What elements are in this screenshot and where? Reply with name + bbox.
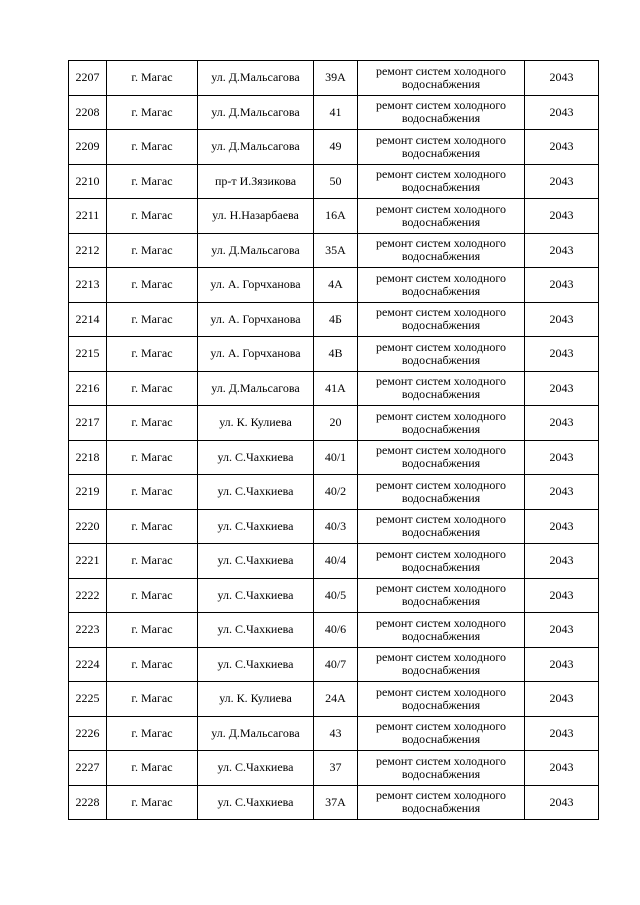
table-row — [69, 440, 599, 475]
year-cell: 2043 — [525, 440, 599, 475]
street-cell: ул. Д.Мальсагова — [198, 371, 314, 406]
city-cell: г. Магас — [107, 95, 198, 130]
work-type-cell — [358, 199, 525, 234]
street-cell: ул. Д.Мальсагова — [198, 130, 314, 165]
city-cell: г. Магас — [107, 302, 198, 337]
work-type-line-2: водоснабжения — [401, 628, 481, 643]
year-cell: 2043 — [525, 647, 599, 682]
city-cell: г. Магас — [107, 440, 198, 475]
work-type-line-1: ремонт систем холодного — [375, 339, 506, 354]
street-cell: ул. С.Чахкиева — [198, 578, 314, 613]
year-cell: 2043 — [525, 130, 599, 165]
table-row — [69, 647, 599, 682]
house-number-cell: 4Б — [314, 302, 358, 337]
table-row — [69, 751, 599, 786]
table-row — [69, 337, 599, 372]
work-type-line-1: ремонт систем холодного — [375, 719, 506, 734]
work-type-cell — [358, 785, 525, 820]
year-cell: 2043 — [525, 302, 599, 337]
house-number-cell: 40/6 — [314, 613, 358, 648]
row-number-cell: 2220 — [69, 509, 107, 544]
row-number-cell: 2216 — [69, 371, 107, 406]
row-number-cell: 2225 — [69, 682, 107, 717]
house-number-cell: 41 — [314, 95, 358, 130]
house-number-cell: 49 — [314, 130, 358, 165]
house-number-cell: 24А — [314, 682, 358, 717]
year-cell: 2043 — [525, 164, 599, 199]
year-cell: 2043 — [525, 578, 599, 613]
year-cell: 2043 — [525, 199, 599, 234]
city-cell: г. Магас — [107, 199, 198, 234]
table-body — [69, 61, 599, 820]
city-cell: г. Магас — [107, 130, 198, 165]
city-cell: г. Магас — [107, 268, 198, 303]
work-type-line-2: водоснабжения — [401, 421, 481, 436]
work-type-line-2: водоснабжения — [401, 283, 481, 298]
work-type-cell — [358, 164, 525, 199]
year-cell: 2043 — [525, 682, 599, 717]
work-type-cell — [358, 233, 525, 268]
row-number-cell: 2209 — [69, 130, 107, 165]
work-type-cell — [358, 647, 525, 682]
year-cell: 2043 — [525, 509, 599, 544]
street-cell: ул. С.Чахкиева — [198, 785, 314, 820]
table-row — [69, 613, 599, 648]
year-cell: 2043 — [525, 544, 599, 579]
city-cell: г. Магас — [107, 578, 198, 613]
city-cell: г. Магас — [107, 647, 198, 682]
work-type-line-2: водоснабжения — [401, 214, 481, 229]
work-type-line-2: водоснабжения — [401, 180, 481, 195]
table-row — [69, 164, 599, 199]
work-type-line-2: водоснабжения — [401, 318, 481, 333]
work-type-line-2: водоснабжения — [401, 490, 481, 505]
work-type-line-1: ремонт систем холодного — [375, 167, 506, 182]
work-type-line-2: водоснабжения — [401, 801, 481, 816]
work-type-cell — [358, 509, 525, 544]
year-cell: 2043 — [525, 475, 599, 510]
street-cell: ул. С.Чахкиева — [198, 544, 314, 579]
city-cell: г. Магас — [107, 544, 198, 579]
work-type-line-2: водоснабжения — [401, 559, 481, 574]
work-type-line-1: ремонт систем холодного — [375, 788, 506, 803]
house-number-cell: 50 — [314, 164, 358, 199]
house-number-cell: 39А — [314, 61, 358, 96]
work-type-cell — [358, 371, 525, 406]
work-type-line-1: ремонт систем холодного — [375, 753, 506, 768]
street-cell: ул. С.Чахкиева — [198, 509, 314, 544]
street-cell: пр-т И.Зязикова — [198, 164, 314, 199]
table-row — [69, 371, 599, 406]
work-type-line-2: водоснабжения — [401, 387, 481, 402]
work-type-line-2: водоснабжения — [401, 594, 481, 609]
row-number-cell: 2228 — [69, 785, 107, 820]
year-cell: 2043 — [525, 716, 599, 751]
house-number-cell: 37 — [314, 751, 358, 786]
row-number-cell: 2213 — [69, 268, 107, 303]
table-row — [69, 406, 599, 441]
city-cell: г. Магас — [107, 406, 198, 441]
row-number-cell: 2224 — [69, 647, 107, 682]
city-cell: г. Магас — [107, 751, 198, 786]
work-type-line-1: ремонт систем холодного — [375, 615, 506, 630]
year-cell: 2043 — [525, 785, 599, 820]
table-row — [69, 199, 599, 234]
row-number-cell: 2217 — [69, 406, 107, 441]
street-cell: ул. К. Кулиева — [198, 682, 314, 717]
work-type-cell — [358, 302, 525, 337]
street-cell: ул. Д.Мальсагова — [198, 61, 314, 96]
year-cell: 2043 — [525, 233, 599, 268]
street-cell: ул. К. Кулиева — [198, 406, 314, 441]
work-type-line-2: водоснабжения — [401, 732, 481, 747]
table-row — [69, 578, 599, 613]
street-cell: ул. Д.Мальсагова — [198, 716, 314, 751]
house-number-cell: 43 — [314, 716, 358, 751]
work-type-cell — [358, 544, 525, 579]
work-type-cell — [358, 440, 525, 475]
work-type-line-1: ремонт систем холодного — [375, 374, 506, 389]
house-number-cell: 35А — [314, 233, 358, 268]
street-cell: ул. А. Горчханова — [198, 268, 314, 303]
work-type-cell — [358, 751, 525, 786]
work-type-cell — [358, 130, 525, 165]
work-type-line-1: ремонт систем холодного — [375, 270, 506, 285]
row-number-cell: 2208 — [69, 95, 107, 130]
work-type-cell — [358, 613, 525, 648]
year-cell: 2043 — [525, 95, 599, 130]
house-number-cell: 40/7 — [314, 647, 358, 682]
work-type-line-2: водоснабжения — [401, 145, 481, 160]
work-type-line-2: водоснабжения — [401, 111, 481, 126]
year-cell: 2043 — [525, 613, 599, 648]
row-number-cell: 2226 — [69, 716, 107, 751]
work-type-cell — [358, 61, 525, 96]
city-cell: г. Магас — [107, 682, 198, 717]
table-row — [69, 130, 599, 165]
row-number-cell: 2221 — [69, 544, 107, 579]
city-cell: г. Магас — [107, 613, 198, 648]
house-number-cell: 37А — [314, 785, 358, 820]
work-type-line-1: ремонт систем холодного — [375, 684, 506, 699]
row-number-cell: 2222 — [69, 578, 107, 613]
table-row — [69, 716, 599, 751]
house-number-cell: 4А — [314, 268, 358, 303]
work-type-line-2: водоснабжения — [401, 456, 481, 471]
work-type-line-2: водоснабжения — [401, 525, 481, 540]
table-row — [69, 785, 599, 820]
street-cell: ул. С.Чахкиева — [198, 647, 314, 682]
work-type-cell — [358, 95, 525, 130]
work-type-cell — [358, 337, 525, 372]
city-cell: г. Магас — [107, 475, 198, 510]
house-number-cell: 4В — [314, 337, 358, 372]
work-type-line-1: ремонт систем холодного — [375, 546, 506, 561]
work-type-line-2: водоснабжения — [401, 663, 481, 678]
street-cell: ул. Д.Мальсагова — [198, 233, 314, 268]
work-type-cell — [358, 716, 525, 751]
house-number-cell: 16А — [314, 199, 358, 234]
house-number-cell: 40/5 — [314, 578, 358, 613]
house-number-cell: 40/3 — [314, 509, 358, 544]
table-row — [69, 509, 599, 544]
year-cell: 2043 — [525, 337, 599, 372]
table-row — [69, 302, 599, 337]
row-number-cell: 2214 — [69, 302, 107, 337]
table-row — [69, 95, 599, 130]
house-number-cell: 41А — [314, 371, 358, 406]
city-cell: г. Магас — [107, 61, 198, 96]
year-cell: 2043 — [525, 406, 599, 441]
row-number-cell: 2210 — [69, 164, 107, 199]
house-number-cell: 40/1 — [314, 440, 358, 475]
work-type-line-1: ремонт систем холодного — [375, 581, 506, 596]
street-cell: ул. С.Чахкиева — [198, 475, 314, 510]
work-type-line-1: ремонт систем холодного — [375, 512, 506, 527]
table-row — [69, 544, 599, 579]
table-row — [69, 61, 599, 96]
house-number-cell: 20 — [314, 406, 358, 441]
work-type-cell — [358, 682, 525, 717]
work-type-cell — [358, 406, 525, 441]
repair-schedule-table — [68, 60, 599, 820]
work-type-line-1: ремонт систем холодного — [375, 477, 506, 492]
work-type-line-2: водоснабжения — [401, 766, 481, 781]
work-type-cell — [358, 268, 525, 303]
city-cell: г. Магас — [107, 337, 198, 372]
work-type-line-1: ремонт систем холодного — [375, 650, 506, 665]
street-cell: ул. С.Чахкиева — [198, 613, 314, 648]
row-number-cell: 2223 — [69, 613, 107, 648]
year-cell: 2043 — [525, 751, 599, 786]
year-cell: 2043 — [525, 268, 599, 303]
work-type-line-1: ремонт систем холодного — [375, 132, 506, 147]
work-type-line-1: ремонт систем холодного — [375, 408, 506, 423]
work-type-line-2: водоснабжения — [401, 76, 481, 91]
street-cell: ул. С.Чахкиева — [198, 440, 314, 475]
work-type-line-1: ремонт систем холодного — [375, 63, 506, 78]
row-number-cell: 2212 — [69, 233, 107, 268]
street-cell: ул. С.Чахкиева — [198, 751, 314, 786]
year-cell: 2043 — [525, 61, 599, 96]
street-cell: ул. А. Горчханова — [198, 302, 314, 337]
city-cell: г. Магас — [107, 371, 198, 406]
city-cell: г. Магас — [107, 716, 198, 751]
house-number-cell: 40/4 — [314, 544, 358, 579]
work-type-cell — [358, 475, 525, 510]
table-row — [69, 682, 599, 717]
row-number-cell: 2219 — [69, 475, 107, 510]
work-type-line-2: водоснабжения — [401, 352, 481, 367]
row-number-cell: 2215 — [69, 337, 107, 372]
city-cell: г. Магас — [107, 785, 198, 820]
year-cell: 2043 — [525, 371, 599, 406]
row-number-cell: 2211 — [69, 199, 107, 234]
work-type-cell — [358, 578, 525, 613]
row-number-cell: 2218 — [69, 440, 107, 475]
city-cell: г. Магас — [107, 233, 198, 268]
work-type-line-1: ремонт систем холодного — [375, 305, 506, 320]
work-type-line-1: ремонт систем холодного — [375, 443, 506, 458]
house-number-cell: 40/2 — [314, 475, 358, 510]
city-cell: г. Магас — [107, 164, 198, 199]
work-type-line-1: ремонт систем холодного — [375, 201, 506, 216]
street-cell: ул. Н.Назарбаева — [198, 199, 314, 234]
work-type-line-2: водоснабжения — [401, 697, 481, 712]
street-cell: ул. А. Горчханова — [198, 337, 314, 372]
city-cell: г. Магас — [107, 509, 198, 544]
work-type-line-1: ремонт систем холодного — [375, 98, 506, 113]
work-type-line-1: ремонт систем холодного — [375, 236, 506, 251]
table-row — [69, 475, 599, 510]
table-row — [69, 268, 599, 303]
table-row — [69, 233, 599, 268]
row-number-cell: 2207 — [69, 61, 107, 96]
row-number-cell: 2227 — [69, 751, 107, 786]
street-cell: ул. Д.Мальсагова — [198, 95, 314, 130]
work-type-line-2: водоснабжения — [401, 249, 481, 264]
